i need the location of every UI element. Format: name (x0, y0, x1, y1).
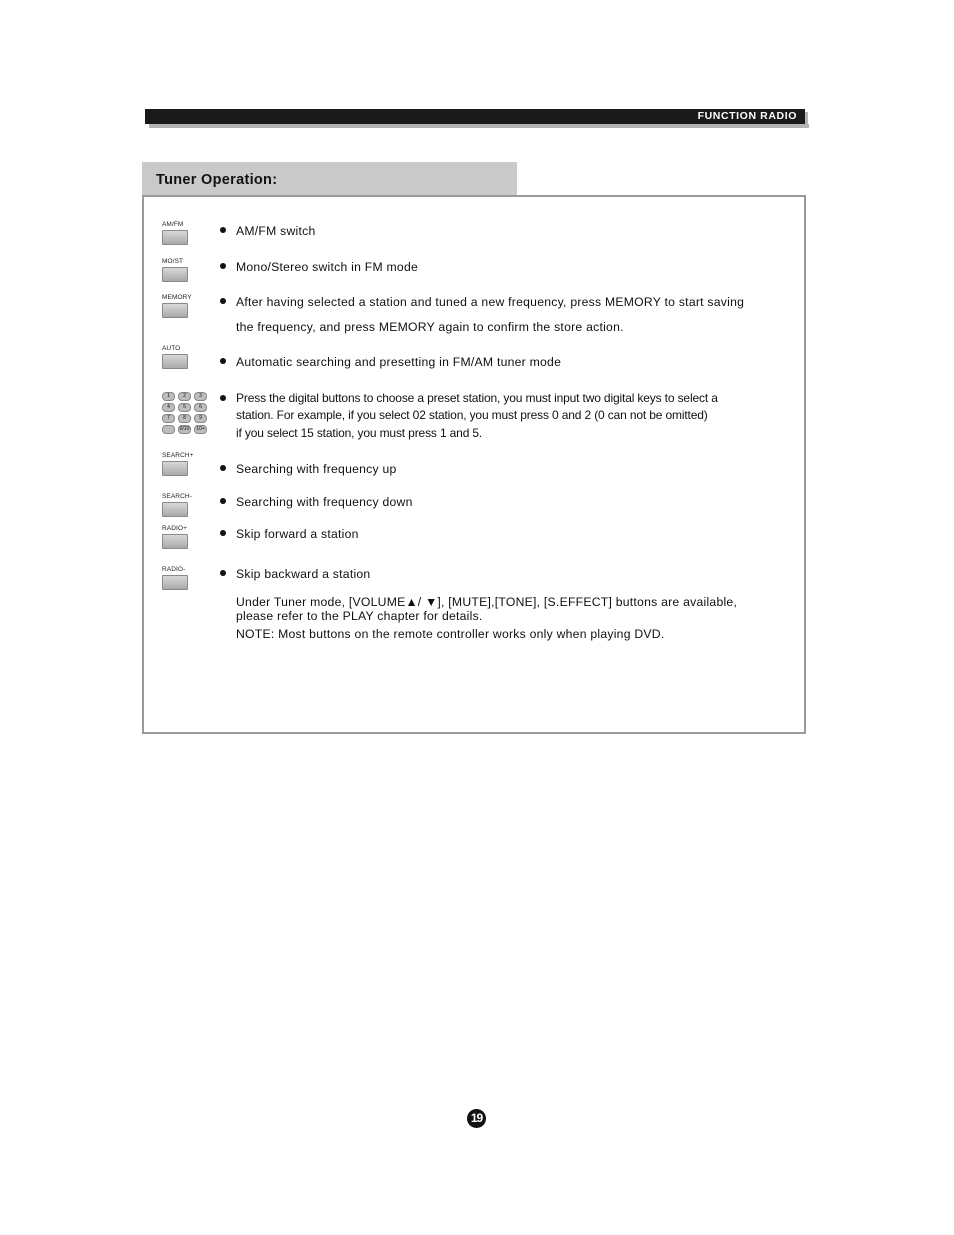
header-bar-shadow (149, 124, 809, 128)
bullet (220, 530, 226, 536)
item-description: AM/FM switch (236, 224, 316, 238)
page-number: 19 (467, 1109, 486, 1128)
keypad-key: 9 (194, 414, 207, 423)
button-key-shape (162, 461, 188, 476)
button-label: AUTO (162, 345, 181, 352)
bullet (220, 498, 226, 504)
keypad-key: 10+ (194, 425, 207, 434)
most-button-icon (162, 258, 188, 282)
item-description: Skip backward a station (236, 567, 371, 581)
keypad-key: 4 (162, 403, 175, 412)
button-key-shape (162, 502, 188, 517)
keypad-key: 7 (162, 414, 175, 423)
item-description-continued: if you select 15 station, you must press 1 and 5. (236, 426, 483, 440)
item-description: Skip forward a station (236, 527, 359, 541)
item-description-continued: station. For example, if you select 02 station, you must press 0 and 2 (0 can not be omitted) (236, 408, 708, 422)
keypad-key: 2 (178, 392, 191, 401)
button-label: RADIO- (162, 566, 186, 573)
bullet (220, 465, 226, 471)
keypad-row (162, 392, 208, 401)
keypad-row (162, 425, 208, 434)
keypad-key: 3 (194, 392, 207, 401)
keypad-key: 1 (162, 392, 175, 401)
bullet (220, 395, 226, 401)
header-title: FUNCTION RADIO (697, 110, 797, 122)
button-key-shape (162, 354, 188, 369)
button-label: MEMORY (162, 294, 192, 301)
button-key-shape (162, 575, 188, 590)
auto-button-icon (162, 345, 188, 369)
bullet (220, 358, 226, 364)
keypad-key: 6 (194, 403, 207, 412)
header-bar (145, 109, 805, 124)
item-description: After having selected a station and tuned a new frequency, press MEMORY to start saving (236, 295, 745, 309)
tuner-operation-panel (142, 195, 806, 734)
item-description: Mono/Stereo switch in FM mode (236, 260, 419, 274)
bullet (220, 570, 226, 576)
bullet (220, 298, 226, 304)
radio-forward-button-icon (162, 525, 188, 549)
amfm-button-icon (162, 221, 188, 245)
section-tab (142, 162, 517, 196)
button-key-shape (162, 230, 188, 245)
item-description-continued: the frequency, and press MEMORY again to confirm the store action. (236, 320, 624, 334)
memory-button-icon (162, 294, 192, 318)
button-label: MO/ST (162, 258, 184, 265)
button-key-shape (162, 267, 188, 282)
keypad-key: 5 (178, 403, 191, 412)
keypad-key: 8 (178, 414, 191, 423)
keypad-key: 0/10 (179, 426, 190, 432)
button-label: RADIO+ (162, 525, 187, 532)
keypad-key (162, 425, 175, 434)
header-bar-shadow-side (805, 112, 808, 128)
note-line: NOTE: Most buttons on the remote controller works only when playing DVD. (236, 627, 665, 641)
section-title: Tuner Operation: (156, 172, 278, 188)
bullet (220, 227, 226, 233)
bullet (220, 263, 226, 269)
note-line: please refer to the PLAY chapter for details. (236, 609, 483, 623)
keypad-row (162, 403, 208, 412)
note-line: Under Tuner mode, [VOLUME▲/ ▼], [MUTE],[TONE], [S.EFFECT] buttons are available, (236, 595, 738, 609)
item-description: Searching with frequency down (236, 495, 413, 509)
button-label: SEARCH- (162, 493, 192, 500)
search-up-button-icon (162, 452, 194, 476)
button-key-shape (162, 303, 188, 318)
item-description: Searching with frequency up (236, 462, 397, 476)
radio-backward-button-icon (162, 566, 188, 590)
keypad-row (162, 414, 208, 423)
button-key-shape (162, 534, 188, 549)
number-keypad-icon (162, 392, 208, 436)
button-label: SEARCH+ (162, 452, 194, 459)
item-description: Press the digital buttons to choose a preset station, you must input two digital keys to select a (236, 391, 718, 405)
button-label: AM/FM (162, 221, 184, 228)
item-description: Automatic searching and presetting in FM/AM tuner mode (236, 355, 562, 369)
search-down-button-icon (162, 493, 192, 517)
